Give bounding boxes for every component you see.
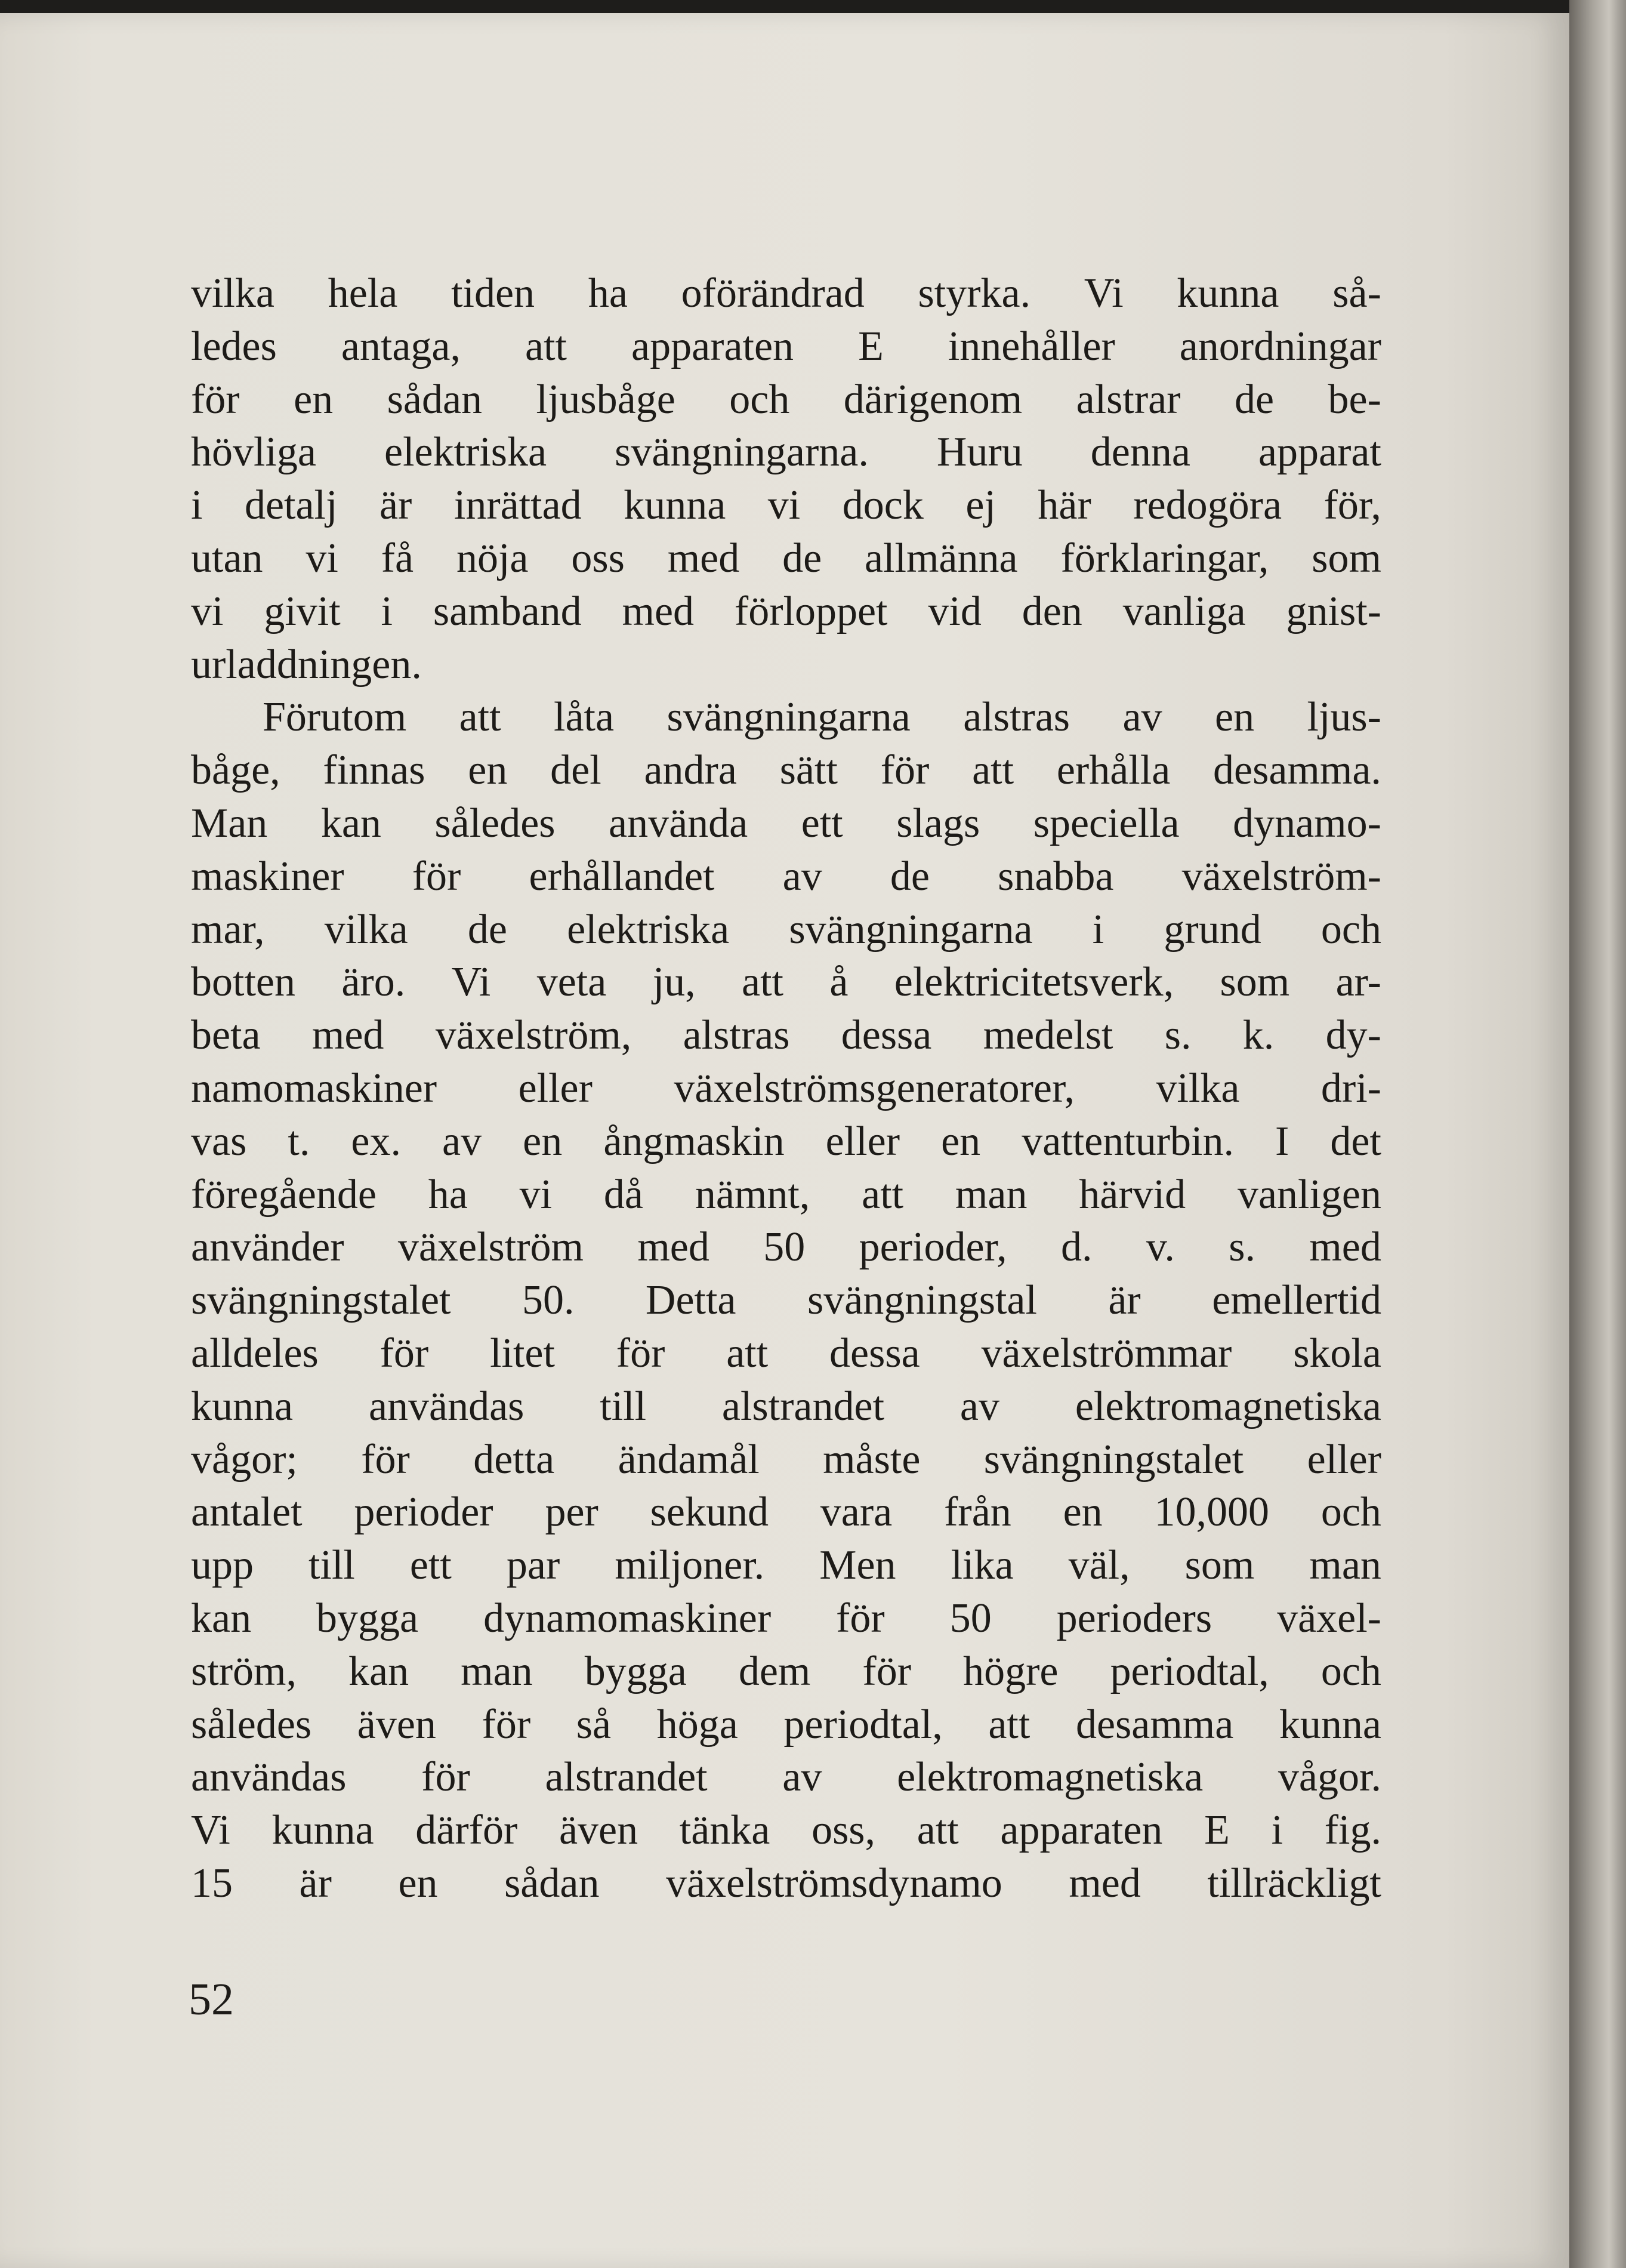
- word: således: [191, 1701, 312, 1748]
- word: grund: [1164, 906, 1261, 953]
- word: ju,: [652, 959, 696, 1006]
- word: en: [1063, 1489, 1103, 1536]
- word: för: [361, 1436, 410, 1483]
- word: svängningstal: [807, 1277, 1037, 1324]
- word: styrka.: [918, 270, 1031, 316]
- word: med: [622, 588, 695, 634]
- word: är: [379, 482, 412, 529]
- word: ljus-: [1307, 694, 1381, 741]
- word: 50: [763, 1224, 806, 1271]
- text-line: [191, 323, 1381, 376]
- word: E: [1204, 1807, 1230, 1854]
- word: vi: [191, 588, 224, 634]
- word: från: [944, 1489, 1011, 1536]
- word: eller: [1307, 1436, 1381, 1483]
- word: 50.: [522, 1277, 575, 1324]
- word: nämnt,: [695, 1171, 810, 1218]
- word: vilka: [191, 270, 274, 316]
- word: den: [1022, 588, 1082, 634]
- text-line: [191, 1171, 1381, 1224]
- word: vid: [928, 588, 982, 634]
- word: sådan: [387, 376, 483, 423]
- word: sekund: [650, 1489, 769, 1536]
- word: högre: [963, 1648, 1059, 1694]
- word: svängningarna: [789, 906, 1033, 953]
- word: Vi: [451, 959, 491, 1006]
- word: nöja: [456, 535, 529, 581]
- word: de: [1235, 376, 1275, 423]
- text-line: [191, 747, 1381, 800]
- text-line: [191, 429, 1381, 482]
- word: alstras: [963, 694, 1070, 741]
- word: växelström-: [1181, 853, 1381, 899]
- word: även: [357, 1701, 436, 1748]
- text-line: [191, 1330, 1381, 1383]
- word: vågor.: [1278, 1754, 1381, 1801]
- word: de: [782, 535, 822, 581]
- word: I: [1275, 1118, 1289, 1164]
- word: att: [742, 959, 783, 1006]
- word: för: [836, 1595, 885, 1641]
- word: som: [1220, 959, 1290, 1006]
- word: och: [1320, 1648, 1381, 1694]
- word: apparaten: [631, 323, 794, 369]
- word: kunna: [271, 1807, 374, 1854]
- word: ett: [801, 800, 843, 846]
- word: i: [191, 482, 203, 529]
- word: speciella: [1033, 800, 1180, 846]
- word: perioders: [1056, 1595, 1212, 1641]
- word: dynamomaskiner: [483, 1595, 772, 1641]
- word: växelströmsdynamo: [665, 1860, 1002, 1906]
- word: ångmaskin: [603, 1118, 785, 1164]
- scan-top-edge: [0, 0, 1626, 14]
- word: att: [988, 1701, 1030, 1748]
- word: antalet: [191, 1489, 303, 1536]
- text-line: [191, 1754, 1381, 1807]
- word: måste: [823, 1436, 921, 1483]
- page-number: 52: [189, 1974, 234, 2024]
- word: vågor;: [191, 1436, 298, 1483]
- word: av: [442, 1118, 482, 1164]
- text-line: [191, 588, 1381, 641]
- word: tiden: [451, 270, 535, 316]
- word: även: [559, 1807, 638, 1854]
- word: v.: [1146, 1224, 1175, 1271]
- word: namomaskiner: [191, 1065, 437, 1111]
- word: periodtal,: [783, 1701, 943, 1748]
- word: slags: [896, 800, 980, 846]
- word: emellertid: [1212, 1277, 1381, 1324]
- word: vi: [306, 535, 338, 581]
- word: mar,: [191, 906, 265, 953]
- word: härvid: [1079, 1171, 1186, 1218]
- word: kunna: [1177, 270, 1279, 316]
- word: perioder: [354, 1489, 493, 1536]
- word: för: [421, 1754, 470, 1801]
- word: man: [1309, 1542, 1381, 1589]
- word: samband: [433, 588, 582, 634]
- text-line: [191, 270, 1381, 323]
- word: man: [955, 1171, 1028, 1218]
- word: för: [482, 1701, 531, 1748]
- text-line: [191, 376, 1381, 429]
- word: skola: [1293, 1330, 1381, 1376]
- word: innehåller: [948, 323, 1115, 369]
- word: förloppet: [734, 588, 888, 634]
- word: andra: [644, 747, 737, 794]
- word: en: [468, 747, 508, 794]
- word: bygga: [316, 1595, 419, 1641]
- word: använda: [609, 800, 748, 846]
- word: med: [311, 1012, 384, 1059]
- word: i: [381, 588, 393, 634]
- word: apparaten: [1000, 1807, 1163, 1854]
- word: alstrar: [1076, 376, 1181, 423]
- text-line: [191, 535, 1381, 588]
- word: med: [1069, 1860, 1141, 1906]
- word: att: [972, 747, 1014, 794]
- word: Huru: [936, 429, 1023, 476]
- word: användas: [368, 1383, 524, 1429]
- text-line: [191, 853, 1381, 906]
- word: eller: [518, 1065, 593, 1111]
- word: då: [603, 1171, 643, 1218]
- word: utan: [191, 535, 263, 581]
- word: för: [412, 853, 461, 899]
- word: Förutom: [263, 694, 407, 741]
- word: dynamo-: [1233, 800, 1381, 846]
- word: vanligen: [1237, 1171, 1381, 1218]
- word: snabba: [998, 853, 1114, 899]
- word: växelström: [397, 1224, 584, 1271]
- word: för: [862, 1648, 912, 1694]
- word: periodtal,: [1110, 1648, 1269, 1694]
- word: en: [1215, 694, 1255, 741]
- word: en: [523, 1118, 563, 1164]
- word: av: [782, 853, 822, 899]
- word: desamma: [1075, 1701, 1234, 1748]
- word: till: [600, 1383, 647, 1429]
- word: väl,: [1068, 1542, 1130, 1589]
- word: en: [294, 376, 334, 423]
- word: Vi: [191, 1807, 230, 1854]
- word: redogöra: [1133, 482, 1282, 529]
- text-line: [191, 482, 1381, 535]
- word: och: [1320, 1489, 1381, 1536]
- word: av: [1122, 694, 1162, 741]
- word: svängningarna: [667, 694, 911, 741]
- word: ändamål: [618, 1436, 760, 1483]
- text-line: [191, 1860, 1381, 1913]
- word: lika: [951, 1542, 1014, 1589]
- word: sådan: [504, 1860, 600, 1906]
- word: växel-: [1277, 1595, 1381, 1641]
- text-line: [191, 1489, 1381, 1542]
- text-line: [191, 1065, 1381, 1118]
- word: vara: [820, 1489, 893, 1536]
- word: dessa: [829, 1330, 920, 1376]
- word: detalj: [244, 482, 338, 529]
- text-line: [191, 694, 1381, 747]
- word: båge,: [191, 747, 280, 794]
- word: Vi: [1084, 270, 1124, 316]
- word: kan: [348, 1648, 409, 1694]
- word: anordningar: [1179, 323, 1381, 369]
- word: oförändrad: [681, 270, 865, 316]
- word: använder: [191, 1224, 344, 1271]
- word: s.: [1229, 1224, 1255, 1271]
- word: svängningstalet: [983, 1436, 1244, 1483]
- word: litet: [490, 1330, 555, 1376]
- word: i: [1271, 1807, 1283, 1854]
- word: att: [726, 1330, 769, 1376]
- word: att: [459, 694, 501, 741]
- word: ett: [409, 1542, 452, 1589]
- word: kan: [191, 1595, 252, 1641]
- text-line: [191, 1436, 1381, 1489]
- word: per: [545, 1489, 598, 1536]
- word: gnist-: [1286, 588, 1381, 634]
- text-line: [191, 641, 1381, 694]
- text-line: [191, 1012, 1381, 1065]
- word: kunna: [191, 1383, 294, 1429]
- word: E: [858, 323, 884, 369]
- word: växelströmsgeneratorer,: [674, 1065, 1075, 1111]
- text-line: [191, 959, 1381, 1012]
- word: med: [1309, 1224, 1381, 1271]
- word: fig.: [1324, 1807, 1381, 1854]
- word: i: [1092, 906, 1104, 953]
- text-line: [191, 1701, 1381, 1754]
- word: att: [917, 1807, 959, 1854]
- word: perioder,: [859, 1224, 1007, 1271]
- word: bygga: [584, 1648, 687, 1694]
- text-line: [191, 1542, 1381, 1595]
- word: för: [191, 376, 240, 423]
- word: elektromagnetiska: [1075, 1383, 1381, 1429]
- word: sätt: [779, 747, 838, 794]
- word: elektriska: [384, 429, 547, 476]
- word: Man: [191, 800, 268, 846]
- word: ström,: [191, 1648, 297, 1694]
- word: k.: [1242, 1012, 1275, 1059]
- word: Detta: [645, 1277, 736, 1324]
- word: av: [782, 1754, 822, 1801]
- word: be-: [1328, 376, 1381, 423]
- word: ledes: [191, 323, 277, 369]
- word: upp: [191, 1542, 254, 1589]
- word: är: [299, 1860, 332, 1906]
- word: miljoner.: [615, 1542, 765, 1589]
- word: erhålla: [1056, 747, 1171, 794]
- book-cover-edge: [1569, 0, 1626, 2268]
- word: för: [616, 1330, 665, 1376]
- word: ljusbåge: [536, 376, 675, 423]
- word: eller: [825, 1118, 900, 1164]
- word: för: [880, 747, 930, 794]
- word: vi: [519, 1171, 553, 1218]
- word: å: [829, 959, 849, 1006]
- word: en: [398, 1860, 438, 1906]
- word: medelst: [983, 1012, 1113, 1059]
- word: ar-: [1335, 959, 1381, 1006]
- word: svängningstalet: [191, 1277, 451, 1324]
- word: därigenom: [843, 376, 1023, 423]
- word: givit: [264, 588, 341, 634]
- word: för: [379, 1330, 429, 1376]
- word: alstrandet: [545, 1754, 708, 1801]
- word: och: [1320, 906, 1381, 953]
- word: kunna: [1279, 1701, 1381, 1748]
- text-line: [191, 1648, 1381, 1701]
- word: så-: [1332, 270, 1381, 316]
- word: så: [576, 1701, 612, 1748]
- word: svängningarna.: [615, 429, 869, 476]
- word: få: [381, 535, 414, 581]
- word: elektriska: [567, 906, 730, 953]
- word: alldeles: [191, 1330, 319, 1376]
- word: dessa: [841, 1012, 932, 1059]
- word: antaga,: [341, 323, 461, 369]
- text-line: [191, 906, 1381, 959]
- word: de: [890, 853, 930, 899]
- word: dem: [738, 1648, 811, 1694]
- word: alstras: [683, 1012, 790, 1059]
- word: beta: [191, 1012, 261, 1059]
- word: del: [550, 747, 601, 794]
- text-line: [191, 1807, 1381, 1860]
- word: med: [637, 1224, 709, 1271]
- word: föregående: [191, 1171, 377, 1218]
- body-text: [191, 270, 1381, 1913]
- word: kunna: [624, 482, 726, 529]
- text-line: [191, 1277, 1381, 1330]
- text-line: [191, 1595, 1381, 1648]
- word: Men: [819, 1542, 896, 1589]
- word: vi: [767, 482, 801, 529]
- word: vanliga: [1122, 588, 1246, 634]
- word: hela: [328, 270, 398, 316]
- word: dock: [842, 482, 924, 529]
- word: hövliga: [191, 429, 316, 476]
- text-line: [191, 1383, 1381, 1436]
- word: förklaringar,: [1060, 535, 1269, 581]
- word: av: [959, 1383, 999, 1429]
- word: dri-: [1320, 1065, 1381, 1111]
- word: låta: [554, 694, 615, 741]
- word: ha: [428, 1171, 468, 1218]
- word: det: [1330, 1118, 1381, 1164]
- word: detta: [473, 1436, 555, 1483]
- word: vattenturbin.: [1022, 1118, 1234, 1164]
- word: tillräckligt: [1207, 1860, 1381, 1906]
- word: för,: [1323, 482, 1381, 529]
- word: ej: [965, 482, 996, 529]
- word: därför: [415, 1807, 518, 1854]
- word: är: [1108, 1277, 1141, 1324]
- word: t.: [288, 1118, 310, 1164]
- word: vilka: [324, 906, 408, 953]
- word: inrättad: [453, 482, 582, 529]
- word: som: [1312, 535, 1381, 581]
- paper-page: [0, 13, 1569, 2268]
- word: d.: [1060, 1224, 1093, 1271]
- word: alstrandet: [721, 1383, 885, 1429]
- word: par: [506, 1542, 560, 1589]
- word: att: [862, 1171, 904, 1218]
- word: som: [1184, 1542, 1255, 1589]
- word: oss: [571, 535, 625, 581]
- word: elektromagnetiska: [897, 1754, 1204, 1801]
- word: en: [941, 1118, 981, 1164]
- word: botten: [191, 959, 295, 1006]
- word: vilka: [1156, 1065, 1240, 1111]
- word: tänka: [679, 1807, 770, 1854]
- text-line: [191, 1118, 1381, 1171]
- word: urladdningen.: [191, 641, 422, 688]
- word: ex.: [351, 1118, 401, 1164]
- word: denna: [1090, 429, 1190, 476]
- word: och: [729, 376, 790, 423]
- word: ha: [588, 270, 628, 316]
- word: växelström,: [435, 1012, 632, 1059]
- word: 50: [949, 1595, 992, 1641]
- word: apparat: [1258, 429, 1381, 476]
- word: således: [434, 800, 556, 846]
- word: att: [525, 323, 567, 369]
- word: s.: [1164, 1012, 1192, 1059]
- word: dy-: [1325, 1012, 1381, 1059]
- word: med: [667, 535, 740, 581]
- word: kan: [320, 800, 381, 846]
- text-line: [191, 1224, 1381, 1277]
- word: veta: [536, 959, 607, 1006]
- word: höga: [656, 1701, 738, 1748]
- word: här: [1038, 482, 1091, 529]
- word: äro.: [341, 959, 406, 1006]
- word: användas: [191, 1754, 347, 1801]
- word: elektricitetsverk,: [894, 959, 1174, 1006]
- word: de: [467, 906, 507, 953]
- word: finnas: [323, 747, 425, 794]
- word: maskiner: [191, 853, 344, 899]
- word: 10,000: [1154, 1489, 1270, 1536]
- word: oss,: [812, 1807, 876, 1854]
- word: växelströmmar: [981, 1330, 1232, 1376]
- word: man: [461, 1648, 533, 1694]
- word: till: [308, 1542, 355, 1589]
- word: vas: [191, 1118, 247, 1164]
- word: 15: [191, 1860, 233, 1906]
- word: erhållandet: [529, 853, 715, 899]
- word: desamma.: [1213, 747, 1381, 794]
- text-line: [191, 800, 1381, 853]
- word: allmänna: [865, 535, 1018, 581]
